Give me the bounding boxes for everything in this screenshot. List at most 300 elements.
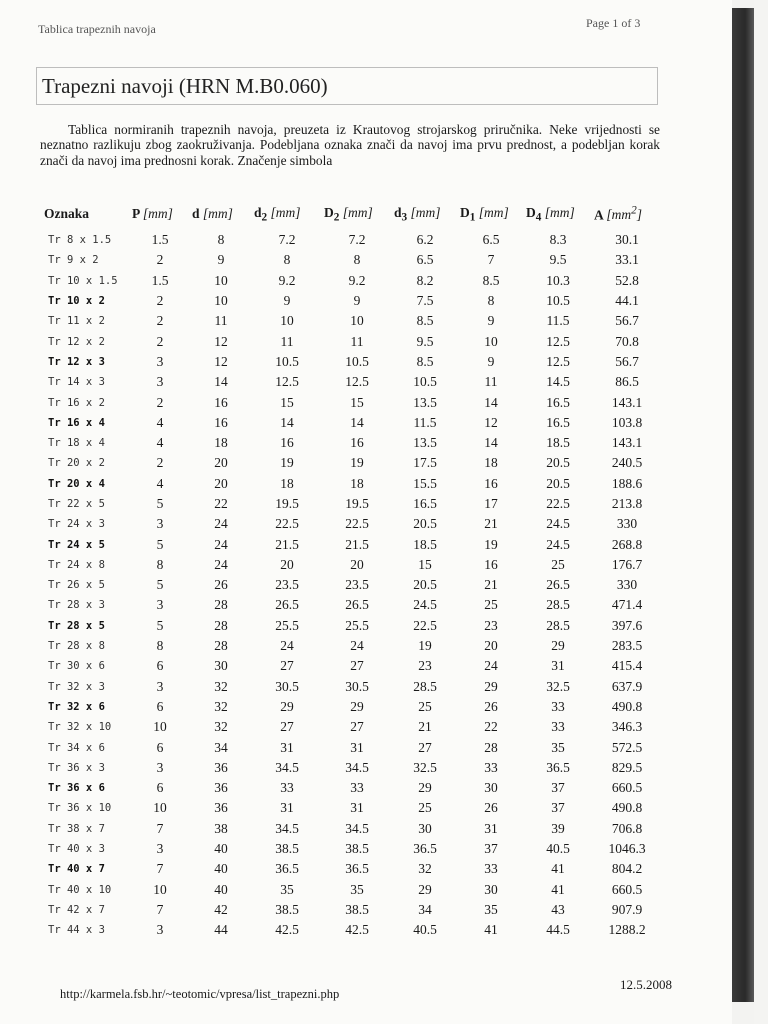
table-cell: 8 — [283, 252, 291, 268]
table-cell: 804.2 — [611, 861, 643, 877]
table-row — [42, 494, 662, 514]
table-cell: 22 — [484, 719, 498, 735]
table-cell: 3 — [156, 678, 164, 694]
table-cell: 33 — [484, 861, 498, 877]
table-cell: 16.5 — [413, 496, 437, 511]
thread-designation: Tr 12 x 2 — [48, 335, 105, 348]
print-header-title: Tablica trapeznih navoja — [38, 22, 156, 36]
table-cell: 35 — [280, 881, 294, 897]
table-cell: 4 — [156, 475, 164, 491]
table-cell: 40 — [214, 841, 228, 857]
thread-designation: Tr 28 x 5 — [48, 619, 105, 632]
table-cell: 36.5 — [275, 861, 299, 877]
table-cell: 34.5 — [345, 820, 369, 836]
table-row — [42, 717, 662, 737]
thread-designation: Tr 36 x 10 — [48, 802, 112, 815]
table-cell: 36 — [214, 759, 228, 775]
table-row — [42, 859, 662, 879]
table-row — [42, 778, 662, 798]
table-cell: 9 — [353, 293, 361, 309]
table-cell: 330 — [616, 516, 638, 532]
table-cell: 32.5 — [546, 678, 570, 694]
table-cell: 19.5 — [345, 496, 369, 511]
col-d3: $d_3$ [mm] — [394, 204, 441, 224]
table-cell: 24.5 — [546, 516, 570, 532]
table-cell: 397.6 — [611, 617, 643, 633]
table-cell: 11 — [280, 333, 294, 349]
table-cell: 28 — [214, 617, 228, 633]
table-cell: 10 — [350, 313, 364, 329]
table-cell: 31 — [551, 658, 565, 674]
table-cell: 7.5 — [416, 293, 434, 309]
table-cell: 16 — [350, 435, 364, 451]
table-cell: 37 — [551, 780, 565, 796]
table-cell: 4 — [156, 414, 164, 430]
table-cell: 3 — [156, 922, 164, 938]
table-cell: 8.5 — [482, 272, 500, 288]
table-header-row — [42, 198, 662, 230]
table-cell: 40 — [214, 881, 228, 897]
table-cell: 103.8 — [611, 414, 643, 430]
table-row — [42, 555, 662, 575]
col-oznaka: Oznaka — [44, 206, 90, 221]
table-row — [42, 474, 662, 494]
table-cell: 10.5 — [275, 353, 299, 369]
table-cell: 7.2 — [348, 232, 366, 248]
table-cell: 9.2 — [348, 272, 366, 288]
table-cell: 7.2 — [278, 232, 296, 248]
table-cell: 38.5 — [345, 841, 369, 857]
table-cell: 11.5 — [546, 313, 570, 329]
table-cell: 39 — [551, 820, 565, 836]
table-cell: 5 — [156, 577, 164, 593]
table-cell: 36.5 — [345, 861, 369, 877]
table-cell: 637.9 — [611, 678, 643, 694]
table-cell: 24 — [280, 638, 294, 654]
table-cell: 14 — [484, 435, 498, 451]
table-cell: 14 — [350, 414, 364, 430]
table-cell: 32 — [214, 678, 228, 694]
table-cell: 1046.3 — [608, 841, 646, 857]
table-row — [42, 331, 662, 351]
table-cell: 22.5 — [413, 617, 437, 633]
thread-designation: Tr 40 x 3 — [48, 843, 105, 856]
thread-designation: Tr 24 x 5 — [48, 538, 105, 551]
table-cell: 23.5 — [275, 577, 299, 593]
table-cell: 32 — [418, 861, 432, 877]
table-cell: 41 — [551, 861, 565, 877]
table-cell: 3 — [156, 759, 164, 775]
table-cell: 8 — [156, 556, 164, 572]
table-cell: 18 — [280, 475, 294, 491]
table-row — [42, 839, 662, 859]
thread-designation: Tr 32 x 10 — [48, 721, 112, 734]
table-cell: 70.8 — [615, 333, 639, 349]
table-cell: 21 — [484, 516, 498, 532]
table-row — [42, 514, 662, 534]
table-cell: 490.8 — [611, 698, 643, 714]
table-cell: 8 — [353, 252, 361, 268]
table-cell: 38.5 — [275, 841, 299, 857]
table-cell: 213.8 — [611, 496, 643, 511]
table-cell: 490.8 — [611, 800, 643, 816]
table-cell: 20 — [280, 556, 294, 572]
table-cell: 18 — [214, 435, 228, 451]
table-cell: 12 — [214, 353, 228, 369]
table-row — [42, 271, 662, 291]
table-row — [42, 372, 662, 392]
table-row — [42, 575, 662, 595]
table-cell: 2 — [156, 293, 164, 309]
table-cell: 28 — [214, 597, 228, 613]
table-cell: 17.5 — [413, 455, 437, 471]
table-cell: 30 — [214, 658, 228, 674]
table-cell: 143.1 — [611, 394, 643, 410]
table-cell: 14 — [214, 374, 228, 390]
table-cell: 10 — [484, 333, 498, 349]
table-cell: 5 — [156, 496, 164, 511]
table-cell: 32 — [214, 719, 228, 735]
table-cell: 29 — [280, 698, 294, 714]
table-cell: 9 — [283, 293, 291, 309]
table-cell: 6.5 — [416, 252, 434, 268]
table-cell: 16 — [214, 394, 228, 410]
table-cell: 52.8 — [615, 272, 639, 288]
table-cell: 8 — [217, 232, 225, 248]
table-cell: 30.5 — [275, 678, 299, 694]
table-cell: 44.1 — [615, 293, 639, 309]
thread-designation: Tr 8 x 1.5 — [48, 234, 112, 247]
table-cell: 31 — [280, 739, 294, 755]
table-cell: 36.5 — [413, 841, 437, 857]
table-row — [42, 595, 662, 615]
table-cell: 415.4 — [611, 658, 643, 674]
table-cell: 34.5 — [345, 759, 369, 775]
table-cell: 37 — [484, 841, 498, 857]
table-cell: 3 — [156, 374, 164, 390]
table-cell: 25.5 — [345, 617, 369, 633]
table-cell: 16 — [484, 475, 498, 491]
footer-date: 12.5.2008 — [620, 977, 672, 992]
table-cell: 25.5 — [275, 617, 299, 633]
table-cell: 11.5 — [413, 414, 437, 430]
table-cell: 33 — [280, 780, 294, 796]
table-cell: 283.5 — [611, 638, 643, 654]
table-cell: 12.5 — [275, 374, 299, 390]
table-cell: 30.1 — [615, 232, 639, 248]
thread-designation: Tr 40 x 7 — [48, 863, 105, 876]
table-cell: 40 — [214, 861, 228, 877]
table-cell: 5 — [156, 617, 164, 633]
table-cell: 8.3 — [549, 232, 567, 248]
table-cell: 20.5 — [546, 475, 570, 491]
table-cell: 44 — [214, 922, 228, 938]
table-cell: 27 — [350, 719, 364, 735]
thread-designation: Tr 36 x 6 — [48, 782, 105, 795]
table-cell: 24 — [484, 658, 498, 674]
thread-designation: Tr 24 x 8 — [48, 558, 105, 571]
table-cell: 10 — [214, 272, 228, 288]
print-header-page: Page 1 of 3 — [586, 16, 641, 30]
scan-binding-edge — [732, 8, 754, 1002]
table-cell: 26.5 — [345, 597, 369, 613]
table-cell: 35 — [350, 881, 364, 897]
table-cell: 20.5 — [546, 455, 570, 471]
table-body — [42, 230, 662, 940]
table-cell: 23.5 — [345, 577, 369, 593]
table-cell: 13.5 — [413, 435, 437, 451]
table-cell: 11 — [350, 333, 364, 349]
thread-designation: Tr 22 x 5 — [48, 498, 105, 510]
table-cell: 35 — [484, 901, 498, 917]
table-cell: 2 — [156, 455, 164, 471]
table-cell: 11 — [214, 313, 228, 329]
table-cell: 268.8 — [611, 536, 643, 552]
table-cell: 26 — [484, 698, 498, 714]
table-cell: 27 — [280, 719, 294, 735]
table-cell: 24.5 — [413, 597, 437, 613]
table-cell: 56.7 — [615, 313, 639, 329]
table-cell: 7 — [156, 861, 164, 877]
table-cell: 10 — [280, 313, 294, 329]
thread-designation: Tr 11 x 2 — [48, 315, 105, 328]
thread-table — [42, 198, 662, 940]
table-cell: 6.5 — [482, 232, 500, 248]
table-row — [42, 311, 662, 331]
table-cell: 42.5 — [345, 922, 369, 938]
thread-designation: Tr 9 x 2 — [48, 254, 99, 267]
table-cell: 23 — [418, 658, 432, 674]
table-cell: 8 — [487, 293, 495, 309]
table-cell: 36 — [214, 800, 228, 816]
table-cell: 36 — [214, 780, 228, 796]
table-cell: 33 — [484, 759, 498, 775]
table-cell: 176.7 — [611, 556, 643, 572]
thread-designation: Tr 18 x 4 — [48, 437, 105, 450]
table-cell: 28 — [214, 638, 228, 654]
table-cell: 22.5 — [275, 516, 299, 532]
thread-designation: Tr 10 x 1.5 — [48, 274, 118, 287]
thread-designation: Tr 44 x 3 — [48, 924, 105, 937]
table-cell: 5 — [156, 536, 164, 552]
table-cell: 28.5 — [546, 617, 570, 633]
table-row — [42, 656, 662, 676]
table-cell: 9.5 — [416, 333, 434, 349]
table-cell: 27 — [280, 658, 294, 674]
table-cell: 24 — [214, 516, 228, 532]
table-cell: 40.5 — [413, 922, 437, 938]
thread-designation: Tr 26 x 5 — [48, 579, 105, 592]
table-cell: 32.5 — [413, 759, 437, 775]
table-cell: 56.7 — [615, 353, 639, 369]
table-cell: 34 — [418, 901, 432, 917]
table-cell: 9 — [487, 313, 495, 329]
table-cell: 14.5 — [546, 374, 570, 390]
thread-designation: Tr 12 x 3 — [48, 355, 105, 368]
table-cell: 18.5 — [546, 435, 570, 451]
table-cell: 21 — [484, 577, 498, 593]
table-cell: 19 — [280, 455, 294, 471]
thread-designation: Tr 16 x 2 — [48, 396, 105, 409]
table-row — [42, 920, 662, 940]
table-cell: 1.5 — [151, 272, 169, 288]
table-cell: 2 — [156, 313, 164, 329]
table-cell: 8.5 — [416, 353, 434, 369]
table-cell: 26 — [214, 577, 228, 593]
table-cell: 24 — [214, 556, 228, 572]
table-cell: 33 — [551, 698, 565, 714]
table-row — [42, 291, 662, 311]
table-cell: 25 — [418, 698, 432, 714]
table-cell: 43 — [551, 901, 565, 917]
thread-designation: Tr 16 x 4 — [48, 416, 105, 429]
table-cell: 22 — [214, 496, 228, 511]
thread-designation: Tr 40 x 10 — [48, 883, 112, 896]
table-cell: 30 — [418, 820, 432, 836]
table-cell: 20.5 — [413, 516, 437, 532]
table-row — [42, 697, 662, 717]
table-cell: 15.5 — [413, 475, 437, 491]
table-cell: 14 — [280, 414, 294, 430]
table-cell: 3 — [156, 516, 164, 532]
table-cell: 25 — [551, 556, 565, 572]
table-cell: 34.5 — [275, 820, 299, 836]
table-cell: 19.5 — [275, 496, 299, 511]
table-cell: 22.5 — [345, 516, 369, 532]
thread-designation: Tr 10 x 2 — [48, 295, 105, 308]
table-cell: 44.5 — [546, 922, 570, 938]
thread-designation: Tr 42 x 7 — [48, 903, 105, 916]
scan-margin — [754, 0, 768, 1024]
table-row — [42, 230, 662, 250]
col-d: d [mm] — [192, 206, 233, 221]
table-cell: 20.5 — [413, 577, 437, 593]
page-title: Trapezni navoji (HRN M.B0.060) — [42, 74, 328, 98]
table-cell: 38 — [214, 820, 228, 836]
table-cell: 16 — [280, 435, 294, 451]
table-cell: 330 — [616, 577, 638, 593]
table-cell: 25 — [418, 800, 432, 816]
table-cell: 8.5 — [416, 313, 434, 329]
thread-designation: Tr 36 x 3 — [48, 761, 105, 774]
thread-designation: Tr 32 x 6 — [48, 700, 105, 713]
table-row — [42, 798, 662, 818]
table-cell: 21.5 — [345, 536, 369, 552]
table-row — [42, 616, 662, 636]
table-cell: 29 — [350, 698, 364, 714]
table-cell: 7 — [156, 901, 164, 917]
table-cell: 35 — [551, 739, 565, 755]
table-cell: 9.2 — [278, 272, 296, 288]
table-cell: 12 — [214, 333, 228, 349]
table-cell: 16 — [214, 414, 228, 430]
table-cell: 8.2 — [416, 272, 434, 288]
thread-designation: Tr 28 x 3 — [48, 599, 105, 612]
table-cell: 40.5 — [546, 841, 570, 857]
table-cell: 28.5 — [413, 678, 437, 694]
table-cell: 26.5 — [275, 597, 299, 613]
table-cell: 31 — [350, 739, 364, 755]
table-cell: 29 — [418, 780, 432, 796]
table-cell: 6 — [156, 658, 164, 674]
table-row — [42, 758, 662, 778]
table-cell: 33 — [350, 780, 364, 796]
table-cell: 660.5 — [611, 881, 643, 897]
thread-designation: Tr 34 x 6 — [48, 741, 105, 754]
table-row — [42, 880, 662, 900]
table-cell: 13.5 — [413, 394, 437, 410]
table-row — [42, 819, 662, 839]
table-row — [42, 737, 662, 757]
table-cell: 31 — [484, 820, 498, 836]
table-cell: 30 — [484, 881, 498, 897]
table-cell: 16.5 — [546, 394, 570, 410]
table-cell: 26 — [484, 800, 498, 816]
table-cell: 27 — [350, 658, 364, 674]
thread-designation: Tr 20 x 4 — [48, 477, 105, 490]
table-cell: 17 — [484, 496, 498, 511]
table-cell: 30.5 — [345, 678, 369, 694]
table-cell: 829.5 — [611, 759, 643, 775]
table-cell: 21.5 — [275, 536, 299, 552]
table-cell: 8 — [156, 638, 164, 654]
table-cell: 10.5 — [345, 353, 369, 369]
thread-designation: Tr 38 x 7 — [48, 822, 105, 835]
table-cell: 19 — [484, 536, 498, 552]
table-cell: 24.5 — [546, 536, 570, 552]
table-cell: 471.4 — [611, 597, 643, 613]
table-cell: 188.6 — [611, 475, 643, 491]
table-cell: 41 — [484, 922, 498, 938]
table-cell: 27 — [418, 739, 432, 755]
table-cell: 9 — [487, 353, 495, 369]
table-cell: 6 — [156, 739, 164, 755]
table-cell: 18.5 — [413, 536, 437, 552]
table-cell: 1.5 — [151, 232, 169, 248]
table-cell: 14 — [484, 394, 498, 410]
table-cell: 572.5 — [611, 739, 643, 755]
table-cell: 2 — [156, 333, 164, 349]
table-cell: 34.5 — [275, 759, 299, 775]
table-cell: 29 — [551, 638, 565, 654]
table-cell: 23 — [484, 617, 498, 633]
table-cell: 34 — [214, 739, 228, 755]
table-row — [42, 677, 662, 697]
table-cell: 10.5 — [413, 374, 437, 390]
table-row — [42, 900, 662, 920]
table-row — [42, 413, 662, 433]
table-row — [42, 636, 662, 656]
thread-designation: Tr 14 x 3 — [48, 376, 105, 389]
table-row — [42, 534, 662, 554]
intro-paragraph — [40, 122, 660, 168]
table-cell: 18 — [350, 475, 364, 491]
thread-designation: Tr 30 x 6 — [48, 660, 105, 673]
table-cell: 15 — [418, 556, 432, 572]
table-cell: 12.5 — [345, 374, 369, 390]
table-cell: 20 — [214, 475, 228, 491]
table-cell: 20 — [350, 556, 364, 572]
table-cell: 3 — [156, 841, 164, 857]
thread-designation: Tr 24 x 3 — [48, 518, 105, 531]
col-D1: $D_1$ [mm] — [460, 204, 509, 224]
table-cell: 36.5 — [546, 759, 570, 775]
col-D4: $D_4$ [mm] — [526, 204, 575, 224]
table-cell: 10.5 — [546, 293, 570, 309]
table-cell: 24 — [214, 536, 228, 552]
table-cell: 9.5 — [549, 252, 567, 268]
table-cell: 28.5 — [546, 597, 570, 613]
